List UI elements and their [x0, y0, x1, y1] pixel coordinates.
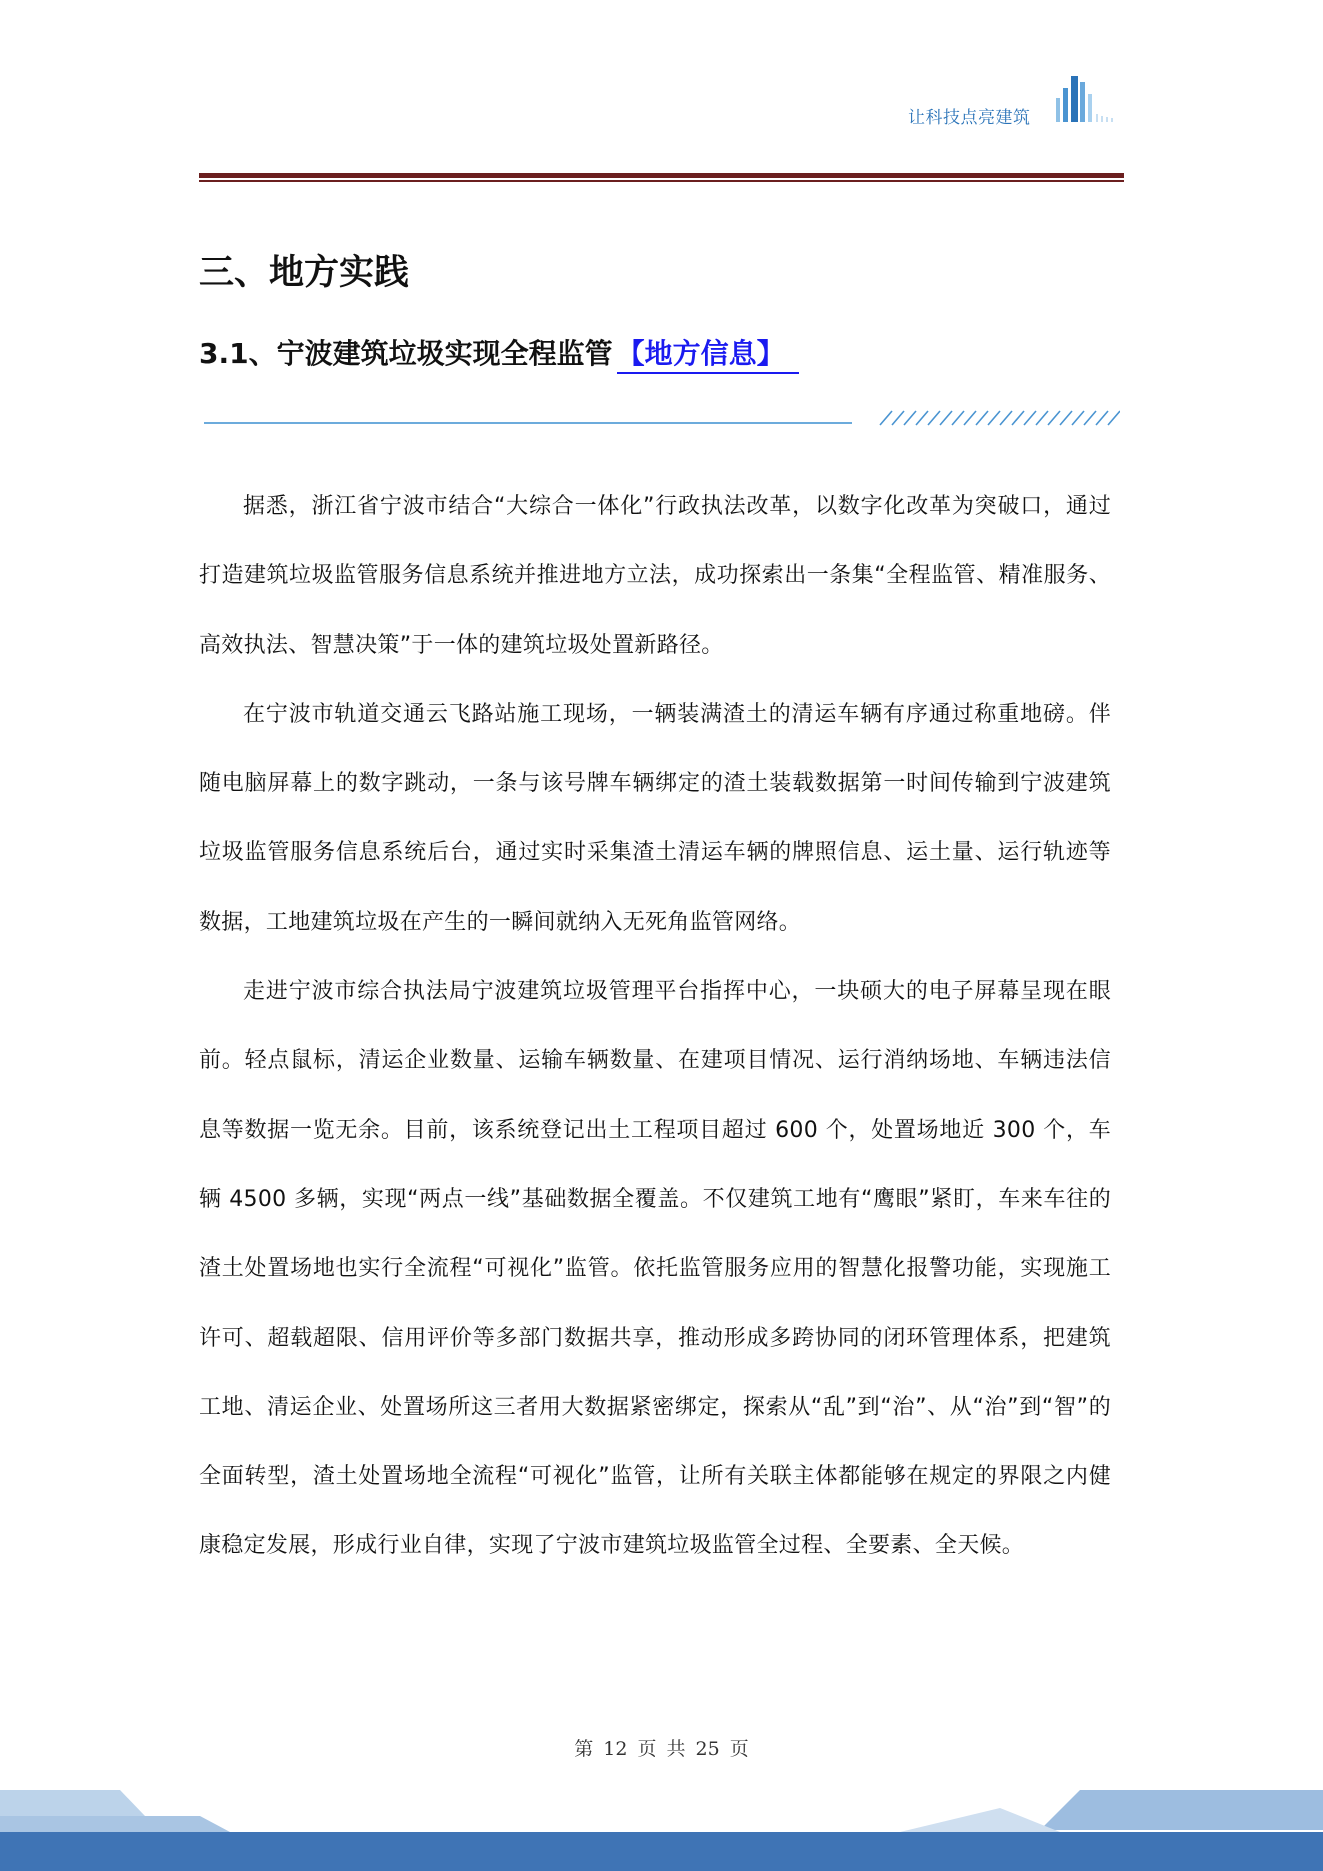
building-skyline-icon — [1050, 70, 1118, 126]
subsection-title — [199, 332, 799, 372]
article-body — [199, 472, 1111, 1581]
page-number: 第 12 页 共 25 页 — [574, 1738, 749, 1760]
subsection-title-text: 3.1、宁波建筑垃圾实现全程监管 — [199, 337, 613, 370]
paragraph: 在宁波市轨道交通云飞路站施工现场，一辆装满渣土的清运车辆有序通过称重地磅。伴随电脑屏幕上的数字跳动，一条与该号牌车辆绑定的渣土装载数据第一时间传输到宁波建筑垃圾监管服务信息系统后台，通过实时采集渣土清运车辆的牌照信息、运土量、运行轨迹等数据，工地建筑垃圾在产生的一瞬间就纳入无死角监管网络。 — [199, 701, 1111, 935]
paragraph: 走进宁波市综合执法局宁波建筑垃圾管理平台指挥中心，一块硕大的电子屏幕呈现在眼前。轻点鼠标，清运企业数量、运输车辆数量、在建项目情况、运行消纳场地、车辆违法信息等数据一览无余。目前，该系统登记出土工程项目超过 600 个，处置场地近 300 个，车辆 4500 多辆，实现“两点一线”基础数据全覆盖。不仅建筑工地有“鹰眼”紧盯，车来车往的渣土处置场地也实行全流程“可视化”监管。依托监管服务应用的智慧化报警功能，实现施工许可、超载超限、信用评价等多部门数据共享，推动形成多跨协同的闭环管理体系，把建筑工地、清运企业、处置场所这三者用大数据紧密绑定，探索从“乱”到“治”、从“治”到“智”的全面转型，渣土处置场地全流程“可视化”监管，让所有关联主体都能够在规定的界限之内健康稳定发展，形成行业自律，实现了宁波市建筑垃圾监管全过程、全要素、全天候。 — [199, 979, 1111, 1559]
footer-decoration — [0, 1780, 1323, 1871]
paragraph: 据悉，浙江省宁波市结合“大综合一体化”行政执法改革，以数字化改革为突破口，通过打造建筑垃圾监管服务信息系统并推进地方立法，成功探索出一条集“全程监管、精准服务、高效执法、智慧决策”于一体的建筑垃圾处置新路径。 — [199, 494, 1111, 658]
source-link[interactable]: 【地方信息】 — [617, 337, 799, 374]
header-divider — [199, 173, 1124, 183]
section-title: 三、地方实践 — [199, 253, 410, 293]
header-slogan: 让科技点亮建筑 — [908, 108, 1031, 128]
section-divider — [204, 407, 1120, 427]
